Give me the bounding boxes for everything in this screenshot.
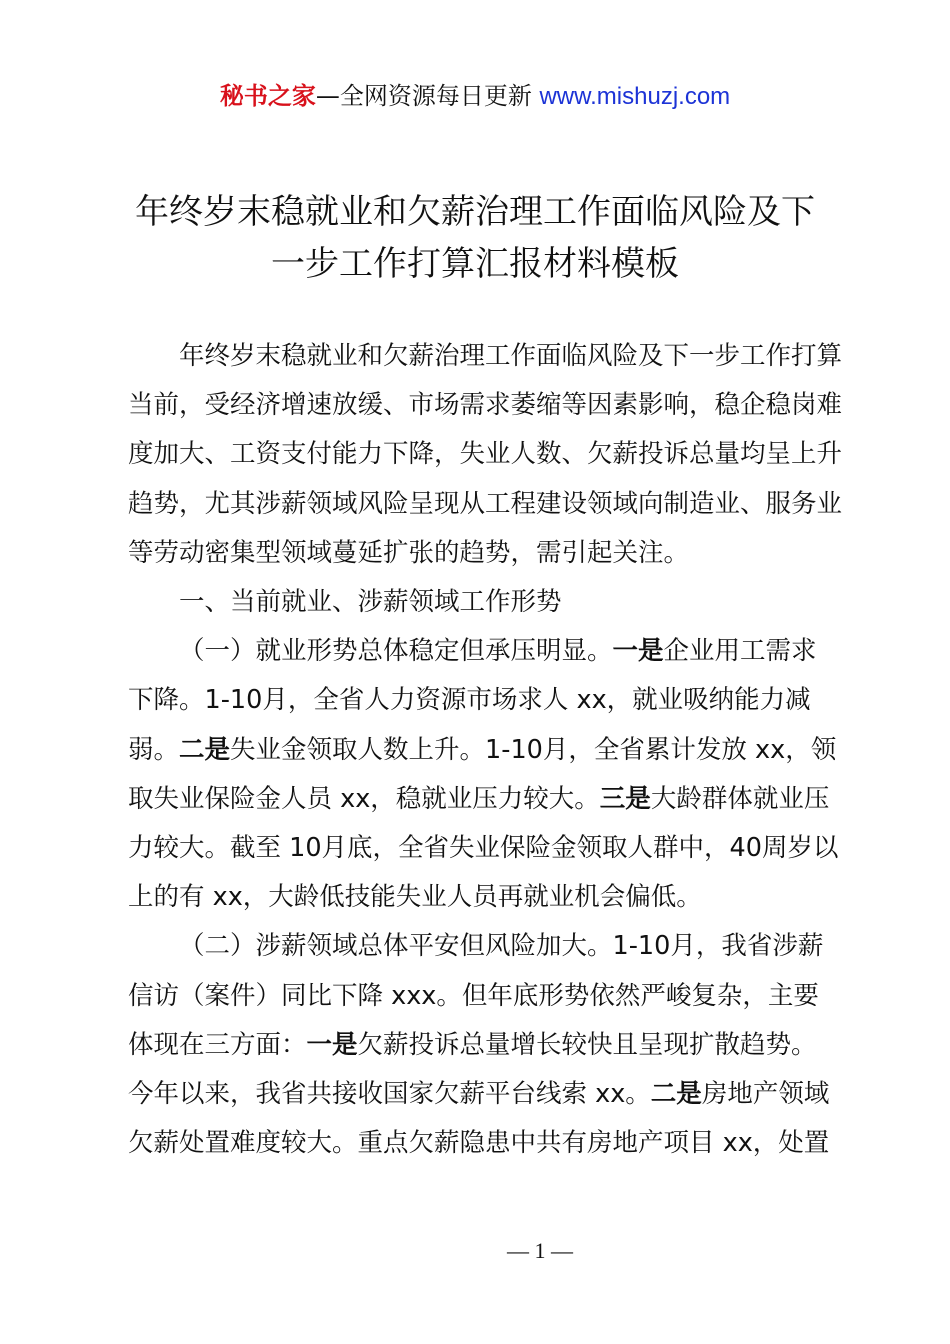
paragraph-text: 房地产领域欠薪处置难度较大。重点欠薪隐患中共有房地产项目 xx，处置 bbox=[128, 1079, 830, 1159]
paragraph-heading: （一）就业形势总体稳定但承压明显。 bbox=[179, 636, 613, 667]
brand-name: 秘书之家 bbox=[219, 82, 316, 110]
emphasis-first: 一是 bbox=[612, 636, 664, 667]
emphasis-first: 一是 bbox=[306, 1029, 358, 1060]
paragraph-text: 失业金领取人数上升。1-10月，全省累计发放 xx，领取失业保险金人员 xx，稳就业压力较大。 bbox=[128, 734, 837, 814]
paragraph-wage-arrears bbox=[128, 922, 842, 1168]
section-heading-1: 一、当前就业、涉薪领域工作形势 bbox=[179, 587, 562, 618]
paragraph-heading: （二）涉薪领域总体平安但风险加大。1-10月，我省涉薪信访（案件）同比下降 xxx。但年底形势依然严峻复杂，主要体现在三方面： bbox=[128, 931, 824, 1060]
emphasis-second: 二是 bbox=[179, 734, 231, 765]
page-number: — 1 — bbox=[507, 1238, 573, 1263]
paragraph-text: 欠薪投诉总量增长较快且呈现扩散趋势。今年以来，我省共接收国家欠薪平台线索 xx。 bbox=[128, 1029, 817, 1110]
site-header bbox=[0, 80, 950, 113]
title-line-1: 年终岁末稳就业和欠薪治理工作面临风险及下 bbox=[135, 192, 815, 232]
emphasis-second: 二是 bbox=[650, 1079, 702, 1110]
intro-paragraph: 年终岁末稳就业和欠薪治理工作面临风险及下一步工作打算当前，受经济增速放缓、市场需求萎缩等因素影响，稳企稳岗难度加大、工资支付能力下降，失业人数、欠薪投诉总量均呈上升趋势，尤其涉薪领域风险呈现从工程建设领域向制造业、服务业等劳动密集型领域蔓延扩张的趋势，需引起关注。 bbox=[128, 341, 843, 568]
paragraph-employment bbox=[128, 627, 842, 922]
document-title bbox=[0, 186, 950, 290]
header-tagline: —全网资源每日更新 bbox=[315, 82, 540, 110]
document-body bbox=[128, 332, 842, 1168]
paragraph-text: 企业用工需求下降。1-10月，全省人力资源市场求人 xx，就业吸纳能力减弱。 bbox=[128, 636, 817, 765]
title-line-2: 一步工作打算汇报材料模板 bbox=[271, 244, 679, 284]
paragraph-text: 大龄群体就业压力较大。截至 10月底，全省失业保险金领取人群中，40周岁以上的有 xx，大龄低技能失业人员再就业机会偏低。 bbox=[128, 783, 839, 913]
site-url-link[interactable]: www.mishuzj.com bbox=[539, 83, 731, 110]
emphasis-third: 三是 bbox=[599, 783, 651, 814]
